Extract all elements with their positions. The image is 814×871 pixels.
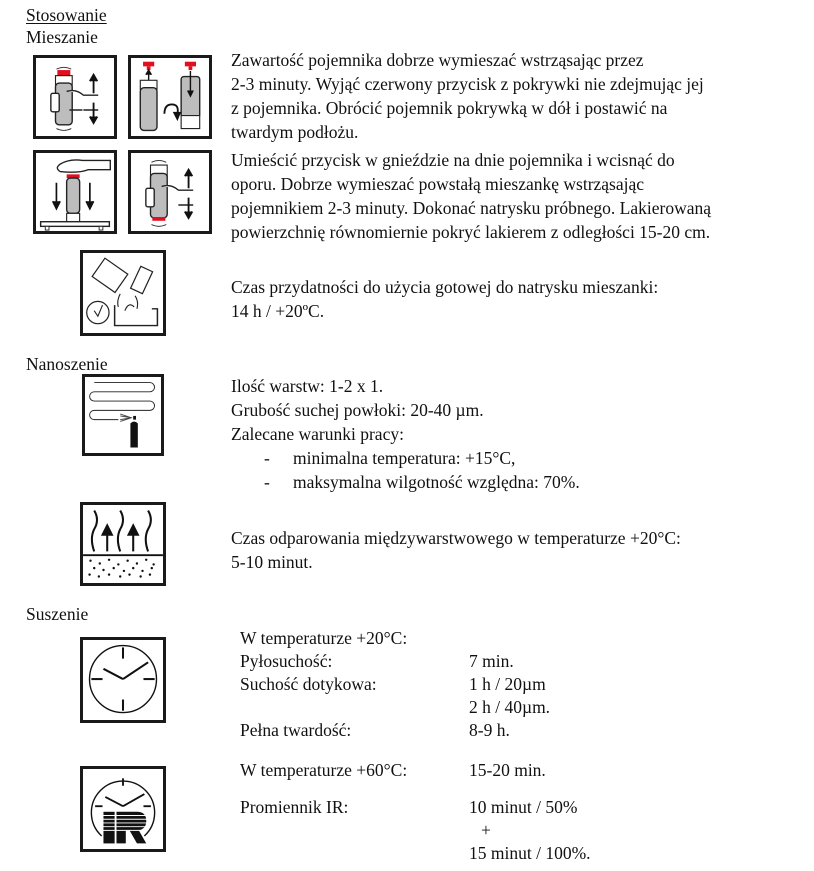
text-line: oporu. Dobrze wymieszać powstałą mieszankę wstrząsając (231, 174, 645, 194)
text-line: 2-3 minuty. Wyjąć czerwony przycisk z pokrywki nie zdejmując jej (231, 74, 704, 94)
drying-row-label: Pyłosuchość: (240, 651, 333, 671)
remove-red-button-flip-can-icon (128, 55, 212, 139)
conditions-line: Zalecane warunki pracy: (231, 424, 404, 444)
text-line: powierzchnię równomiernie pokryć lakierem z odległości 15-20 cm. (231, 222, 711, 242)
drying-row-label: Pełna twardość: (240, 720, 352, 740)
condition-item: - minimalna temperatura: +15°C, (264, 448, 516, 468)
text-line: pojemnikiem 2-3 minuty. Dokonać natrysku próbnego. Lakierowaną (231, 198, 711, 218)
text-line: z pojemnika. Obrócić pojemnik pokrywką w dół i postawić na (231, 98, 668, 118)
text-line: 14 h / +20ºC. (231, 301, 325, 321)
mixing-heading: Mieszanie (26, 27, 98, 47)
thickness-line: Grubość suchej powłoki: 20-40 µm. (231, 400, 484, 420)
pot-life-pour-with-clock-icon (80, 250, 166, 336)
drying-row-value: 15-20 min. (469, 760, 546, 780)
drying-row-plus: + (481, 820, 491, 840)
layers-line: Ilość warstw: 1-2 x 1. (231, 376, 384, 396)
drying-row-label: W temperaturze +60°C: (240, 760, 408, 780)
drying-row-value: 7 min. (469, 651, 514, 671)
pot-life-text (231, 275, 658, 323)
text-line: twardym podłożu. (231, 122, 359, 142)
drying-row-label: Suchość dotykowa: (240, 674, 377, 694)
flash-off-evaporation-icon (80, 502, 166, 586)
shake-can-with-red-cap-icon (33, 55, 117, 139)
text-line: Umieścić przycisk w gnieździe na dnie pojemnika i wcisnąć do (231, 150, 675, 170)
application-heading: Nanoszenie (26, 354, 108, 374)
application-text (231, 374, 580, 494)
press-button-into-base-icon (33, 150, 117, 234)
flash-off-text (231, 526, 681, 574)
text-line: Zawartość pojemnika dobrze wymieszać wstrząsając przez (231, 50, 644, 70)
section-title: Stosowanie (26, 5, 107, 25)
drying-row-label: Promiennik IR: (240, 797, 349, 817)
clock-icon (80, 637, 166, 723)
drying-row-value: 1 h / 20µm (469, 674, 546, 694)
mixing-step2-text (231, 148, 711, 244)
drying-row-value: 10 minut / 50% (469, 797, 578, 817)
drying-row-value: 8-9 h. (469, 720, 510, 740)
drying-heading: Suszenie (26, 604, 89, 624)
text-line: Czas odparowania międzywarstwowego w temperaturze +20°C: (231, 528, 681, 548)
text-line: 5-10 minut. (231, 552, 313, 572)
infrared-clock-icon (80, 766, 166, 852)
mixing-step1-text (231, 48, 704, 144)
drying-20c-label: W temperaturze +20°C: (240, 628, 408, 648)
drying-row-value: 2 h / 40µm. (469, 697, 551, 717)
spray-pattern-icon (82, 374, 164, 456)
condition-item: - maksymalna wilgotność względna: 70%. (264, 472, 580, 492)
drying-row-value: 15 minut / 100%. (469, 843, 591, 863)
text-line: Czas przydatności do użycia gotowej do natrysku mieszanki: (231, 277, 659, 297)
shake-can-with-red-bottom-icon (128, 150, 212, 234)
